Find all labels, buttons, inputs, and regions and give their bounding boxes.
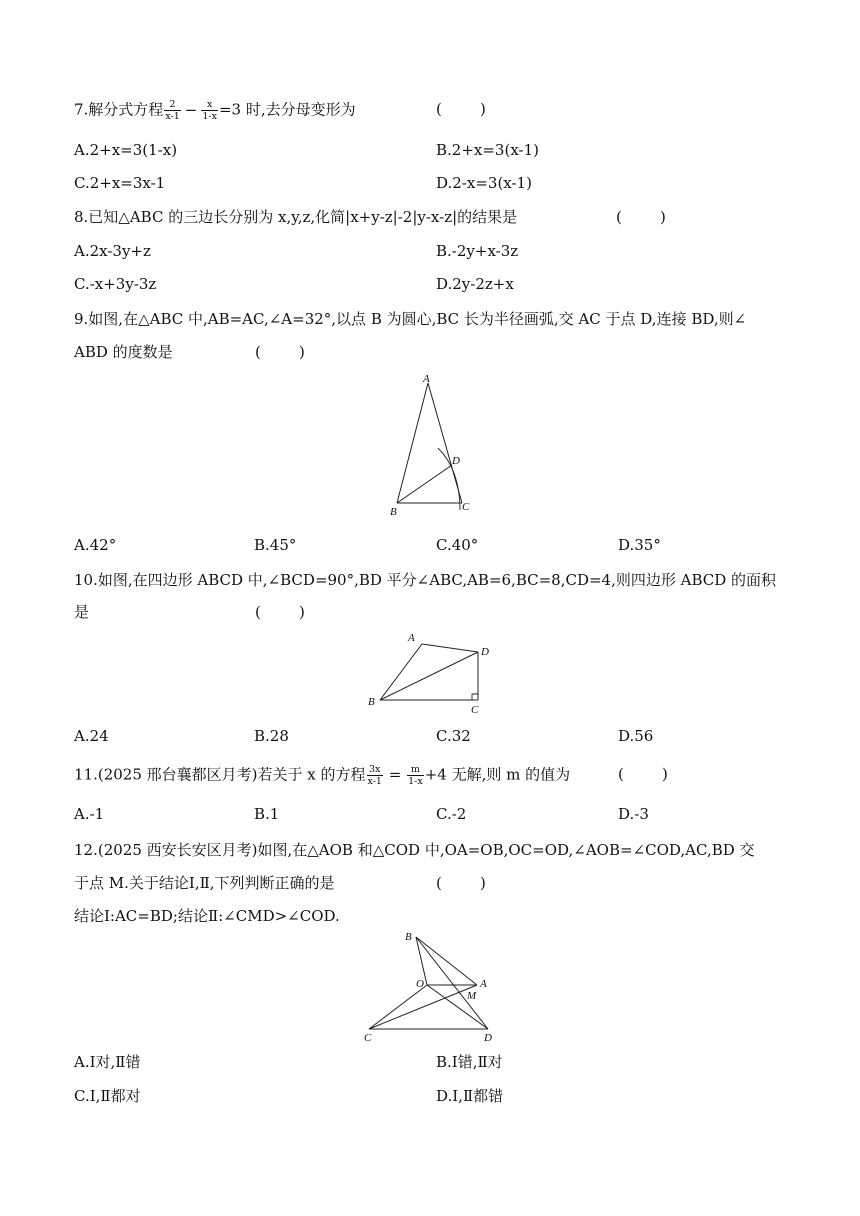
q10-option-a[interactable]: A.24 — [74, 727, 109, 745]
q11-equals: = — [383, 765, 407, 784]
q8-option-c[interactable]: C.-x+3y-3z — [74, 275, 157, 293]
q12-label-d: D — [484, 1032, 492, 1044]
q9-option-b[interactable]: B.45° — [254, 536, 297, 554]
q7-option-b[interactable]: B.2+x=3(x-1) — [436, 141, 539, 159]
q12-option-a[interactable]: A.Ⅰ对,Ⅱ错 — [74, 1053, 141, 1071]
q7-suffix: =3 时,去分母变形为 — [218, 100, 356, 119]
q10-side-ad — [422, 644, 478, 652]
q9-label-a: A — [423, 373, 430, 385]
q11-stem — [74, 764, 570, 787]
q11-option-b[interactable]: B.1 — [254, 805, 280, 823]
q7-answer-blank: ( ) — [436, 100, 486, 118]
q11-answer-blank: ( ) — [618, 765, 668, 783]
q10-diagonal-bd — [380, 652, 478, 700]
q12-answer-blank: ( ) — [436, 874, 486, 892]
q10-stem-line-2: 是 — [74, 603, 90, 621]
q10-stem-line-1: 10.如图,在四边形 ABCD 中,∠BCD=90°,BD 平分∠ABC,AB=6,BC=8,CD=4,则四边形 ABCD 的面积 — [74, 571, 777, 589]
q7-option-a[interactable]: A.2+x=3(1-x) — [74, 141, 178, 159]
q10-label-b: B — [368, 696, 375, 708]
q9-label-d: D — [452, 455, 460, 467]
q11-fraction-2: $\frac{m}{1-x}$ — [408, 764, 423, 787]
q9-stem-line-2: ABD 的度数是 — [74, 343, 173, 361]
q10-option-b[interactable]: B.28 — [254, 727, 289, 745]
q10-label-a: A — [408, 632, 415, 644]
q7-prefix: 7.解分式方程 — [74, 100, 164, 119]
q12-segment-oc — [369, 985, 427, 1029]
q12-option-d[interactable]: D.Ⅰ,Ⅱ都错 — [436, 1087, 504, 1105]
q7-minus: − — [184, 100, 198, 119]
q11-option-a[interactable]: A.-1 — [74, 805, 105, 823]
q10-side-ab — [380, 644, 422, 700]
q8-answer-blank: ( ) — [616, 208, 666, 226]
q11-fraction-1: $\frac{3x}{x-1}$ — [367, 764, 382, 787]
q11-option-c[interactable]: C.-2 — [436, 805, 467, 823]
q9-answer-blank: ( ) — [255, 343, 305, 361]
q9-triangle-figure — [380, 370, 490, 520]
q9-label-c: C — [462, 501, 470, 513]
q12-label-b: B — [405, 931, 412, 943]
q12-segment-od — [427, 985, 488, 1029]
q7-fraction-2: $\frac{x}{1-x}$ — [202, 99, 217, 122]
q12-option-b[interactable]: B.Ⅰ错,Ⅱ对 — [436, 1053, 503, 1071]
q8-option-b[interactable]: B.-2y+x-3z — [436, 242, 519, 260]
q11-option-d[interactable]: D.-3 — [618, 805, 649, 823]
q8-stem: 8.已知△ABC 的三边长分别为 x,y,z,化简|x+y-z|-2|y-x-z|的结果是 — [74, 208, 518, 226]
q9-option-d[interactable]: D.35° — [618, 536, 661, 554]
q8-option-d[interactable]: D.2y-2z+x — [436, 275, 514, 293]
q12-conclusions: 结论Ⅰ:AC=BD;结论Ⅱ:∠CMD>∠COD. — [74, 907, 340, 925]
q11-prefix: 11.(2025 邢台襄都区月考)若关于 x 的方程 — [74, 765, 366, 784]
q7-stem — [74, 99, 356, 122]
q12-stem-line-1: 12.(2025 西安长安区月考)如图,在△AOB 和△COD 中,OA=OB,OC=OD,∠AOB=∠COD,AC,BD 交 — [74, 841, 755, 859]
q10-right-angle-mark — [472, 694, 478, 700]
q7-fraction-1: $\frac{2}{x-1}$ — [165, 99, 180, 122]
q9-option-c[interactable]: C.40° — [436, 536, 479, 554]
q10-option-c[interactable]: C.32 — [436, 727, 471, 745]
q12-stem-line-2: 于点 M.关于结论Ⅰ,Ⅱ,下列判断正确的是 — [74, 874, 335, 892]
q8-option-a[interactable]: A.2x-3y+z — [74, 242, 151, 260]
q12-label-m: M — [467, 990, 477, 1002]
q12-label-a: A — [480, 978, 487, 990]
q10-label-c: C — [471, 704, 479, 716]
q10-option-d[interactable]: D.56 — [618, 727, 654, 745]
q12-triangles-figure — [360, 928, 510, 1046]
q10-label-d: D — [481, 646, 489, 658]
q9-option-a[interactable]: A.42° — [74, 536, 117, 554]
q9-label-b: B — [390, 506, 397, 518]
q11-suffix: +4 无解,则 m 的值为 — [424, 765, 571, 784]
q12-label-o: O — [416, 978, 424, 990]
q10-quadrilateral-figure — [362, 625, 502, 717]
q10-answer-blank: ( ) — [255, 603, 305, 621]
q9-stem-line-1: 9.如图,在△ABC 中,AB=AC,∠A=32°,以点 B 为圆心,BC 长为半径画弧,交 AC 于点 D,连接 BD,则∠ — [74, 310, 747, 328]
q12-segment-ac — [369, 985, 477, 1029]
q12-label-c: C — [364, 1032, 372, 1044]
q9-side-ac — [428, 383, 462, 503]
q7-option-c[interactable]: C.2+x=3x-1 — [74, 174, 166, 192]
q12-option-c[interactable]: C.Ⅰ,Ⅱ都对 — [74, 1087, 141, 1105]
q7-option-d[interactable]: D.2-x=3(x-1) — [436, 174, 532, 192]
